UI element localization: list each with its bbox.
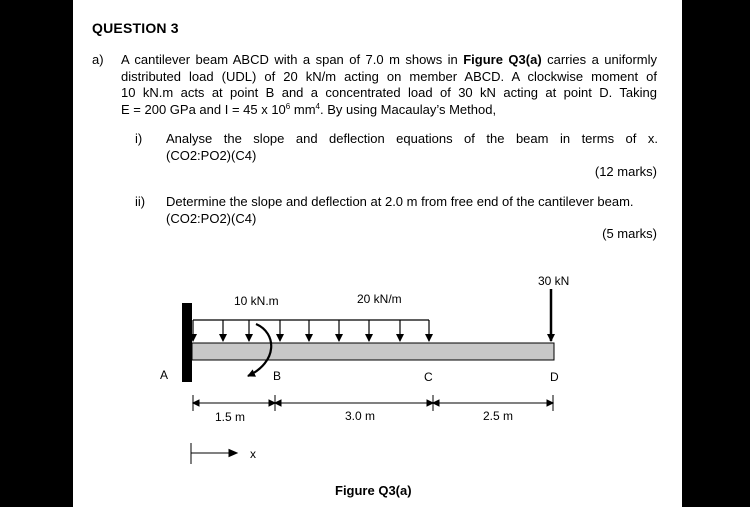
dim-bc-label: 3.0 m	[345, 409, 376, 423]
point-d-label: D	[550, 370, 559, 384]
sub-ii-line-1: Determine the slope and deflection at 2.0 m from free end of the cantilever beam.	[166, 194, 634, 209]
part-a-line-2: distributed load (UDL) of 20 kN/m acting on member ABCD. A clockwise moment of	[121, 68, 657, 84]
part-a-line-1: A cantilever beam ABCD with a span of 7.0 m shows in Figure Q3(a) carries a uniformly	[121, 52, 657, 67]
figure-caption: Figure Q3(a)	[335, 483, 412, 498]
sub-i-marks: (12 marks)	[594, 164, 657, 179]
sub-ii-label: ii)	[135, 194, 146, 209]
dim-ab-label: 1.5 m	[215, 410, 246, 424]
sub-ii-text	[166, 194, 658, 227]
part-a-line-4: E = 200 GPa and I = 45 x $10^6$ $mm^4$. By using Macaulay’s Method,	[121, 101, 497, 117]
sub-ii-marks: (5 marks)	[602, 226, 657, 241]
part-a-text	[121, 52, 657, 118]
point-load-label: 30 kN	[538, 274, 570, 288]
sub-ii-line-2: (CO2:PO2)(C4)	[166, 210, 257, 226]
fixed-support-wall	[182, 303, 192, 382]
figure-reference: Figure Q3(a)	[463, 52, 542, 67]
part-a-label: a)	[92, 52, 104, 67]
beam-figure	[73, 265, 682, 507]
part-a-line-3: 10 kN.m acts at point B and a concentrated load of 30 kN acting at point D. Taking	[121, 85, 657, 100]
point-b-label: B	[273, 369, 282, 383]
sub-i-line-1: Analyse the slope and deflection equations of the beam in terms of x.	[166, 131, 658, 146]
sub-i-line-2: (CO2:PO2)(C4)	[166, 147, 257, 163]
x-direction-arrow	[191, 443, 237, 464]
moment-label: 10 kN.m	[234, 294, 279, 308]
x-axis-label: x	[250, 447, 256, 461]
question-sheet	[73, 0, 682, 507]
point-a-label: A	[160, 368, 169, 382]
udl-label: 20 kN/m	[357, 292, 402, 306]
point-c-label: C	[424, 370, 433, 384]
beam-abcd	[192, 343, 554, 360]
sub-i-label: i)	[135, 131, 143, 146]
dim-cd-label: 2.5 m	[483, 409, 514, 423]
question-title: QUESTION 3	[92, 20, 179, 36]
sub-i-text	[166, 131, 658, 164]
udl-load-arrows	[193, 320, 429, 341]
